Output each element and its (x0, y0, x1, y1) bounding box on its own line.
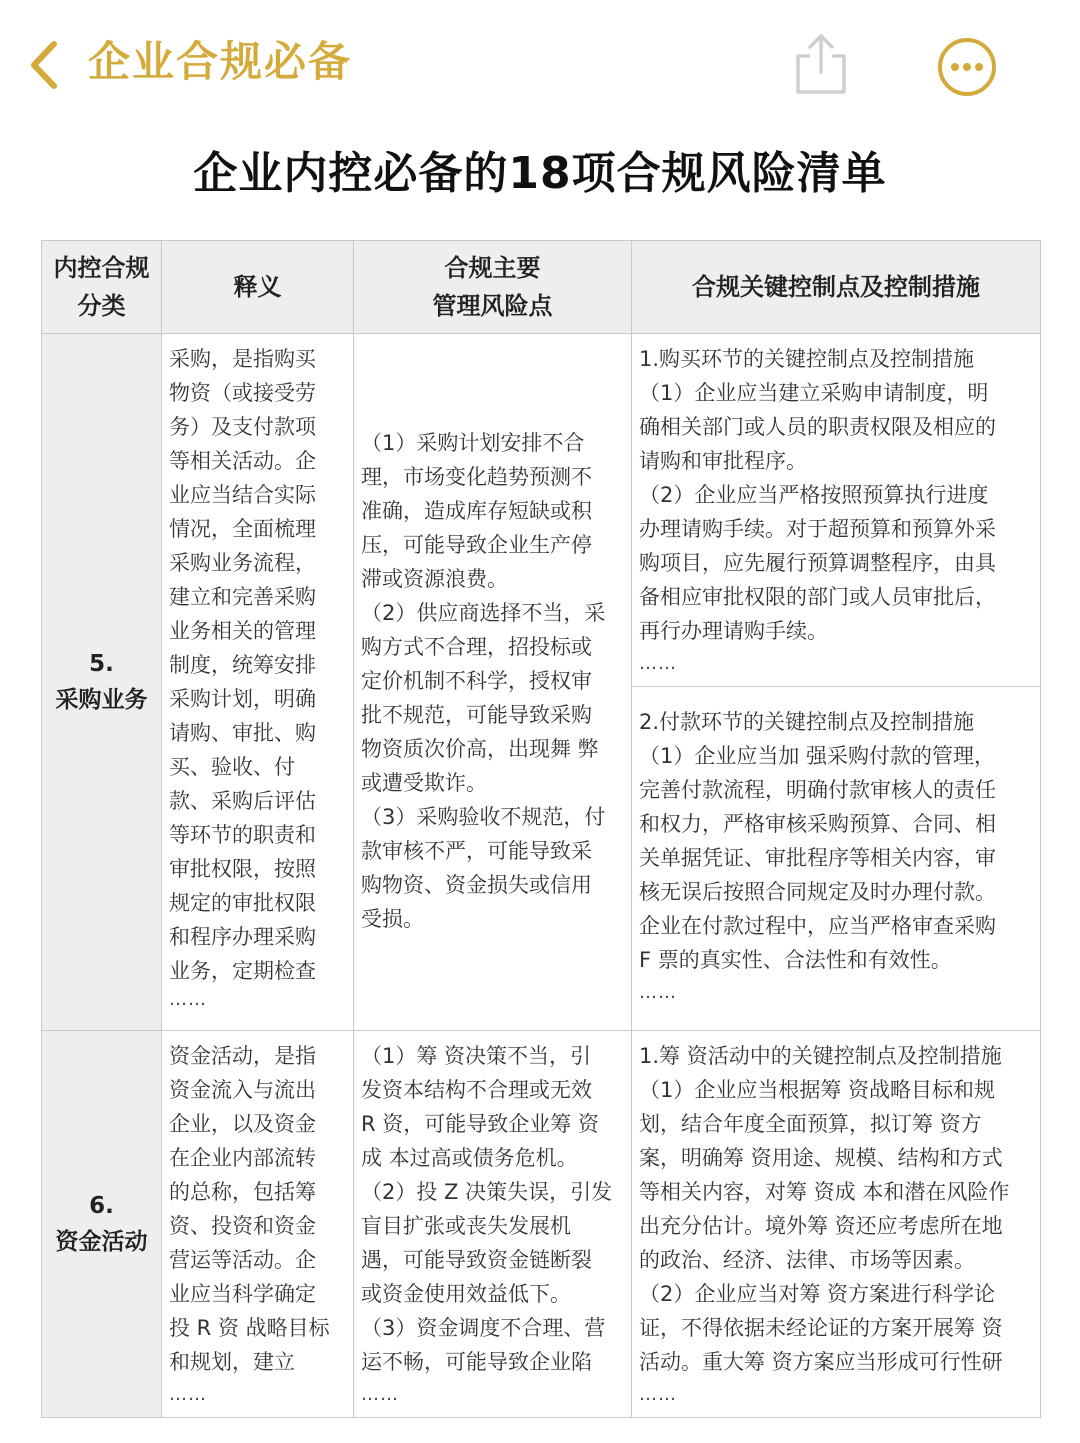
definition-text: 资金活动，是指 资金流入与流出 企业，以及资金 在企业内部流转 的总称，包括筹 资、投资和资金 营运等活动。企 业应当科学确定 投 R 资 战略目标 和规划，建立 (169, 1044, 330, 1374)
control-text: 1.购买环节的关键控制点及控制措施 （1）企业应当建立采购申请制度，明 确相关部门或人员的职责权限及相应的 请购和审批程序。 （2）企业应当严格按照预算执行进度 办理请购手续。对于超预算和预算外采 购项目，应先履行预算调整程序，由具 备相应审批权限的部门或人员审批后， 再行办理请购手续。 (639, 347, 996, 643)
header-controls (632, 241, 1041, 334)
risks-text: （1）采购计划安排不合 理，市场变化趋势预测不 准确，造成库存短缺或积 压，可能导致企业生产停 滞或资源浪费。 （2）供应商选择不当，采 购方式不合理，招投标或 定价机制不科学，授权审 批不规范，可能导致采购 物资质次价高，出现舞 弊 或遭受欺诈。 （3）采购验收不规范，付 款审核不严，可能导致采 购物资、资金损失或信用 受损。 (361, 431, 606, 931)
control-block (632, 1031, 1040, 1407)
definition-more: …… (169, 1384, 207, 1405)
page-title: 企业内控必备的18项合规风险清单 (193, 148, 887, 199)
controls-cell (632, 334, 1041, 1031)
control-block (632, 334, 1040, 687)
risks-text: （1）筹 资决策不当，引 发资本结构不合理或无效 R 资，可能导致企业筹 资 成 本过高或债务危机。 （2）投 Z 决策失误，引发 盲目扩张或丧失发展机 遇，可能导致资金链断裂 或资金使用效益低下。 （3）资金调度不合理、营 运不畅，可能导致企业陷 (361, 1044, 613, 1374)
share-icon[interactable] (790, 30, 852, 98)
risks-more: …… (361, 1384, 399, 1405)
header-risks-label: 合规主要 管理风险点 (432, 254, 553, 320)
definition-cell (162, 334, 354, 1031)
category-cell (42, 1031, 162, 1418)
header-category (42, 241, 162, 334)
header-definition-label: 释义 (233, 273, 282, 301)
controls-cell (632, 1031, 1041, 1418)
header-definition (162, 241, 354, 334)
nav-title: 企业合规必备 (88, 37, 353, 86)
header-category-label: 内控合规 分类 (53, 254, 150, 320)
table-row (42, 1031, 1041, 1418)
control-more: …… (639, 1384, 677, 1405)
control-block (632, 687, 1040, 1005)
control-more: …… (639, 982, 677, 1003)
header-controls-label: 合规关键控制点及控制措施 (692, 273, 980, 301)
risk-table (41, 240, 1041, 1418)
control-more: …… (639, 653, 677, 674)
header-risks (354, 241, 632, 334)
control-text: 1.筹 资活动中的关键控制点及控制措施 （1）企业应当根据筹 资战略目标和规 划，结合年度全面预算，拟订筹 资方 案，明确筹 资用途、规模、结构和方式 等相关内容，对筹 资成 本和潜在风险作 出充分估计。境外筹 资还应考虑所在地 的政治、经济、法律、市场等因素。 （2）企业应当对筹 资方案进行科学论 证，不得依据未经论证的方案开展筹 资 活动。重大筹 资方案应当形成可行性研 (639, 1044, 1010, 1374)
category-label: 5. 采购业务 (55, 651, 148, 713)
chevron-left-icon[interactable] (22, 36, 70, 94)
table-row (42, 334, 1041, 1031)
risks-cell (354, 1031, 632, 1418)
risks-cell (354, 334, 632, 1031)
category-label: 6. 资金活动 (55, 1193, 148, 1255)
definition-text: 采购，是指购买 物资（或接受劳 务）及支付款项 等相关活动。企 业应当结合实际 情况，全面梳理 采购业务流程， 建立和完善采购 业务相关的管理 制度，统筹安排 采购计划，明确 请购、审批、购 买、验收、付 款、采购后评估 等环节的职责和 审批权限，按照 规定的审批权限 和程序办理采购 业务，定期检查 (169, 347, 316, 983)
table-header-row (42, 241, 1041, 334)
more-icon[interactable] (936, 36, 998, 98)
nav-bar (0, 0, 1080, 120)
definition-cell (162, 1031, 354, 1418)
control-text: 2.付款环节的关键控制点及控制措施 （1）企业应当加 强采购付款的管理， 完善付款流程，明确付款审核人的责任 和权力，严格审核采购预算、合同、相 关单据凭证、审批程序等相关内容，审 核无误后按照合同规定及时办理付款。 企业在付款过程中，应当严格审查采购 F 票的真实性、合法性和有效性。 (639, 710, 996, 972)
definition-more: …… (169, 989, 207, 1010)
category-cell (42, 334, 162, 1031)
